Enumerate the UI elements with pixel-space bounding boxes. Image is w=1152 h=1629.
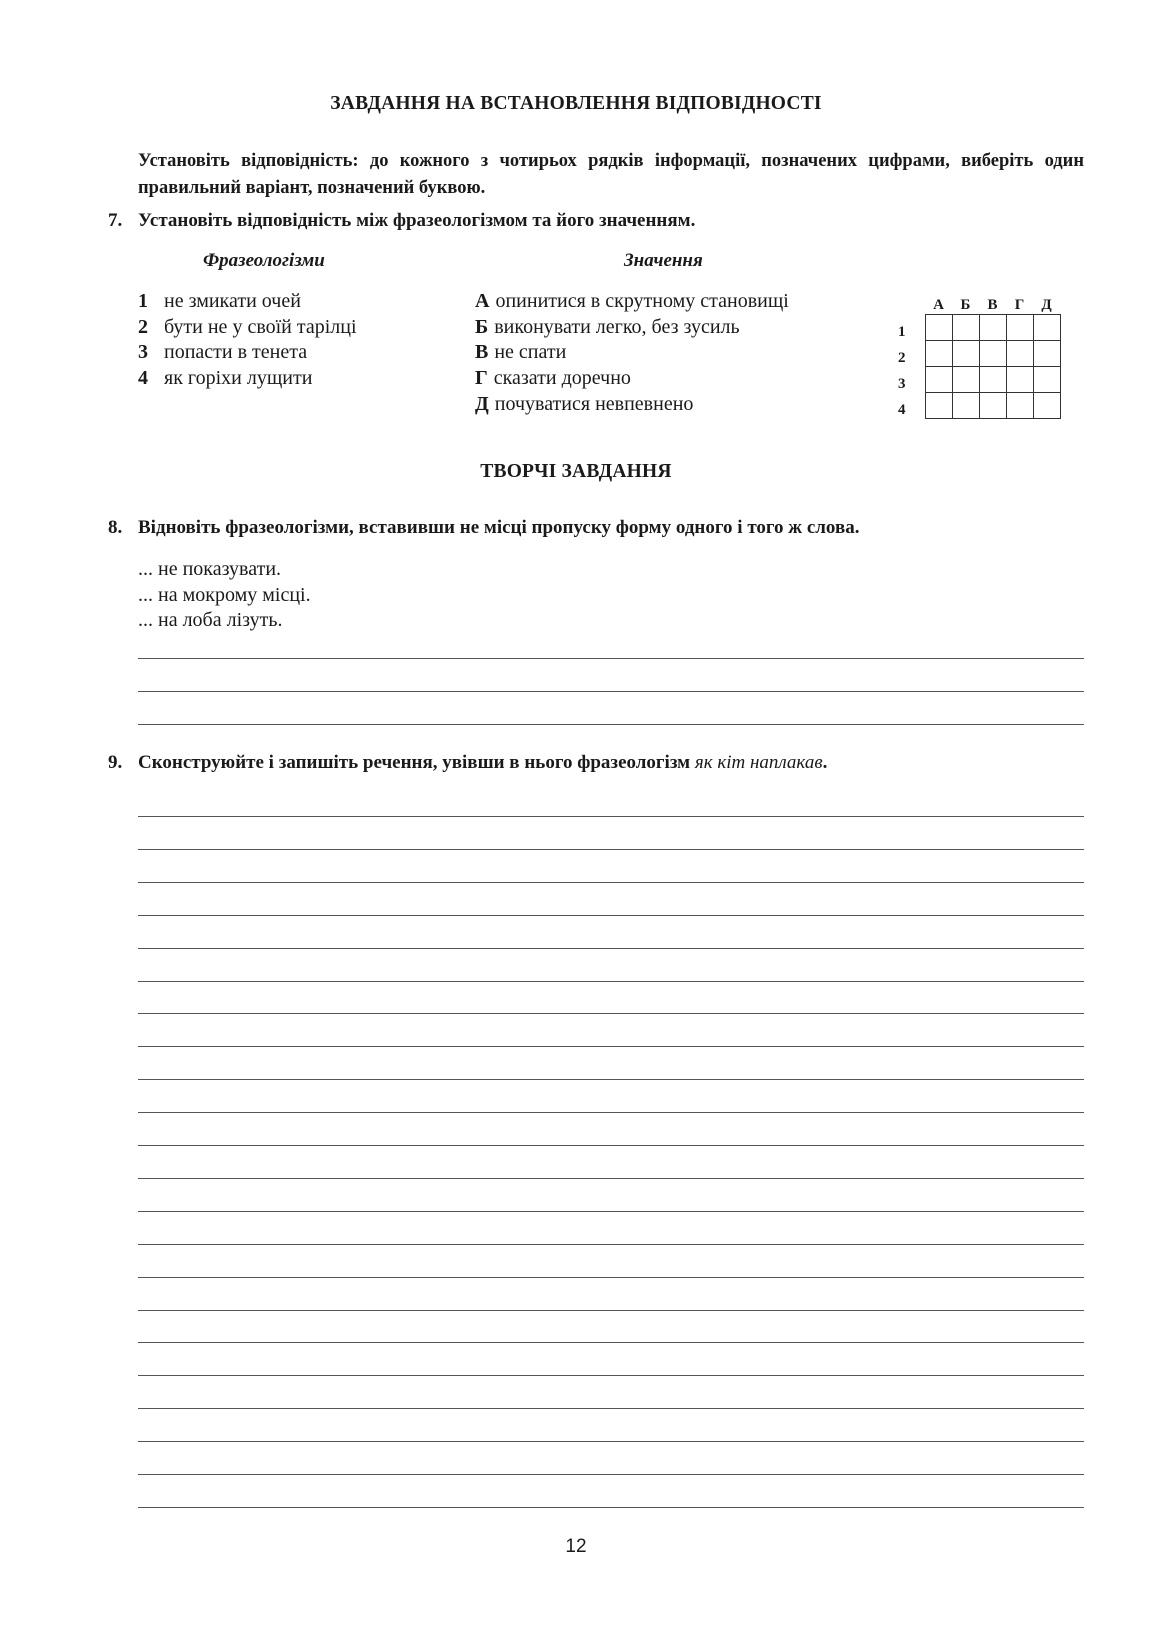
grid-row-label: 2: [898, 349, 906, 366]
list-item: ... на лоба лізуть.: [138, 609, 283, 632]
answer-line[interactable]: [138, 1474, 1084, 1475]
grid-col-label: А: [933, 296, 944, 313]
section-heading-creative: ТВОРЧІ ЗАВДАННЯ: [480, 461, 672, 482]
answer-line[interactable]: [138, 1211, 1084, 1212]
answer-line[interactable]: [138, 1507, 1084, 1508]
answer-line[interactable]: [138, 1112, 1084, 1113]
grid-row-label: 1: [898, 323, 906, 340]
meaning-item: Б виконувати легко, без зусиль: [475, 315, 740, 338]
answer-line[interactable]: [138, 849, 1084, 850]
phrase-item: 2 бути не у своїй тарілці: [138, 315, 357, 338]
answer-cell[interactable]: [979, 315, 1006, 341]
answer-cell[interactable]: [952, 315, 979, 341]
answer-cell[interactable]: [1006, 341, 1033, 367]
answer-grid: [898, 296, 1061, 419]
answer-line[interactable]: [138, 816, 1084, 817]
answer-line[interactable]: [138, 1342, 1084, 1343]
grid-row-label: 4: [898, 401, 906, 418]
answer-line[interactable]: [138, 1178, 1084, 1179]
answer-line[interactable]: [138, 1046, 1084, 1047]
answer-line[interactable]: [138, 691, 1084, 692]
answer-line[interactable]: [138, 1310, 1084, 1311]
grid-col-label: Д: [1041, 296, 1052, 313]
meaning-item: Г сказати доречно: [475, 367, 631, 390]
phrase-highlight: як кіт наплакав: [694, 752, 823, 773]
phrase-item: 4 як горіхи лущити: [138, 367, 313, 390]
phrase-item: 1 не змикати очей: [138, 290, 301, 312]
answer-line[interactable]: [138, 1244, 1084, 1245]
meaning-item: А опинитися в скрутному становищі: [475, 290, 789, 312]
answer-line[interactable]: [138, 1145, 1084, 1146]
question-8-number: 8.: [108, 517, 123, 538]
answer-line[interactable]: [138, 1441, 1084, 1442]
phrase-list: [138, 289, 357, 392]
answer-cell[interactable]: [952, 341, 979, 367]
list-item: ... на мокрому місці.: [138, 583, 311, 606]
column-header-phrases: Фразеологізми: [203, 250, 325, 271]
answer-line[interactable]: [138, 948, 1084, 949]
answer-cell[interactable]: [1006, 367, 1033, 393]
question-7-text: Установіть відповідність між фразеологізмом та його значенням.: [138, 210, 696, 231]
column-header-meanings: Значення: [624, 250, 703, 271]
meaning-list: [475, 289, 789, 418]
answer-line[interactable]: [138, 1013, 1084, 1014]
answer-cell[interactable]: [952, 367, 979, 393]
question-9-number: 9.: [108, 752, 123, 773]
grid-col-label: В: [987, 296, 998, 313]
answer-line[interactable]: [138, 658, 1084, 659]
page-number: 12: [565, 1536, 587, 1557]
answer-cell[interactable]: [925, 367, 952, 393]
answer-line[interactable]: [138, 1375, 1084, 1376]
answer-cell[interactable]: [1033, 341, 1060, 367]
answer-cell[interactable]: [1006, 393, 1033, 419]
answer-cell[interactable]: [925, 393, 952, 419]
answer-line[interactable]: [138, 882, 1084, 883]
answer-cell[interactable]: [979, 367, 1006, 393]
grid-col-label: Г: [1014, 296, 1025, 313]
section-heading-matching: ЗАВДАННЯ НА ВСТАНОВЛЕННЯ ВІДПОВІДНОСТІ: [330, 93, 822, 114]
question-7-number: 7.: [108, 210, 123, 231]
answer-cell[interactable]: [1006, 315, 1033, 341]
q8-items: [138, 557, 311, 634]
answer-line[interactable]: [138, 724, 1084, 725]
answer-cell[interactable]: [925, 315, 952, 341]
answer-line[interactable]: [138, 981, 1084, 982]
answer-cell[interactable]: [1033, 393, 1060, 419]
answer-cell[interactable]: [925, 341, 952, 367]
answer-cell[interactable]: [1033, 367, 1060, 393]
list-item: ... не показувати.: [138, 558, 282, 580]
answer-cell[interactable]: [979, 341, 1006, 367]
question-8-text: Відновіть фразеологізми, вставивши не місці пропуску форму одного і того ж слова.: [138, 517, 860, 538]
grid-row-label: 3: [898, 375, 906, 392]
answer-line[interactable]: [138, 1079, 1084, 1080]
phrase-item: 3 попасти в тенета: [138, 341, 308, 364]
answer-cell[interactable]: [952, 393, 979, 419]
answer-line[interactable]: [138, 1277, 1084, 1278]
answer-cell[interactable]: [979, 393, 1006, 419]
meaning-item: Д почуватися невпевнено: [475, 392, 694, 415]
question-9-text: Сконструюйте і запишіть речення, увівши в нього фразеологізм як кіт наплакав.: [138, 752, 828, 773]
answer-line[interactable]: [138, 915, 1084, 916]
instruction-text: Установіть відповідність: до кожного з чотирьох рядків інформації, позначених цифрами, виберіть один правильний варіант, позначений буквою.: [138, 151, 1084, 198]
answer-line[interactable]: [138, 1408, 1084, 1409]
grid-col-label: Б: [960, 296, 971, 313]
answer-cell[interactable]: [1033, 315, 1060, 341]
meaning-item: В не спати: [475, 341, 567, 364]
